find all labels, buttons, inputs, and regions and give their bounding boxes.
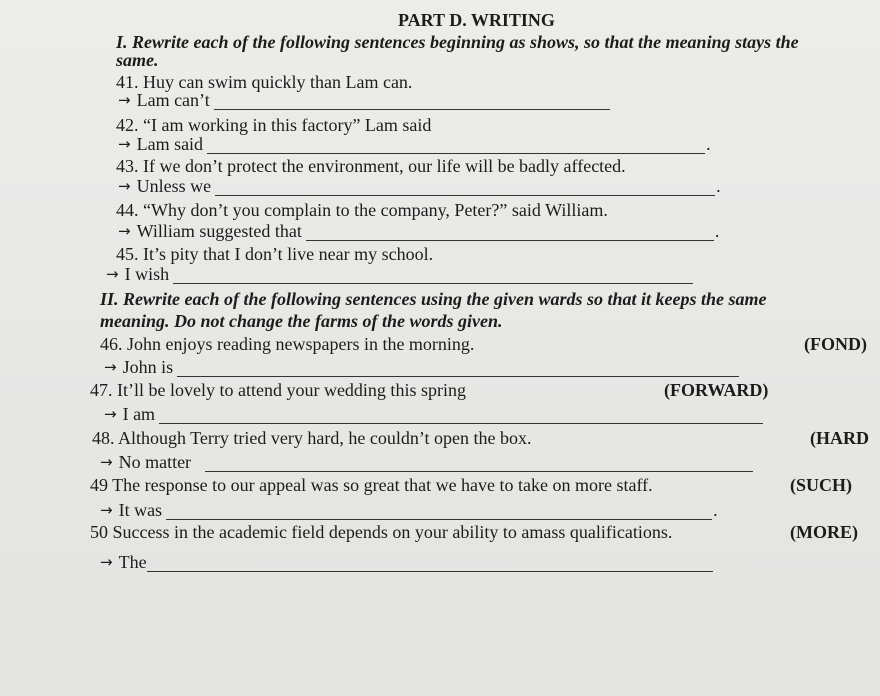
arrow-icon: → — [104, 405, 117, 423]
item-49-answer-blank[interactable] — [166, 505, 712, 520]
item-45-sentence: 45. It’s pity that I don’t live near my school. — [116, 244, 434, 264]
arrow-icon: → — [106, 265, 119, 283]
item-49-prompt: It was — [118, 500, 163, 520]
item-45-answer-row — [106, 264, 693, 284]
item-50-sentence: 50 Success in the academic field depends on your ability to amass qualifications. — [90, 522, 673, 542]
item-43-prompt: Unless we — [136, 176, 212, 196]
item-47-answer-blank[interactable] — [159, 409, 763, 424]
item-43-answer-row — [118, 176, 721, 196]
item-44-sentence: 44. “Why don’t you complain to the company, Peter?” said William. — [116, 200, 608, 220]
section2-title-line2: meaning. Do not change the farms of the words given. — [100, 311, 503, 331]
item-48-keyword: (HARD — [810, 428, 869, 448]
item-50-answer-blank[interactable] — [147, 557, 713, 572]
item-48-prompt: No matter — [118, 452, 192, 472]
item-50-answer-row — [100, 552, 713, 572]
item-46-keyword: (FOND) — [804, 334, 867, 354]
item-46-answer-row — [104, 357, 739, 377]
arrow-icon: → — [118, 177, 131, 195]
item-44-end: . — [714, 221, 720, 241]
item-46-sentence: 46. John enjoys reading newspapers in the morning. — [100, 334, 475, 354]
arrow-icon: → — [100, 501, 113, 519]
item-42-answer-blank[interactable] — [207, 139, 705, 154]
section1-title-line1: I. Rewrite each of the following sentences beginning as shows, so that the meaning stays the — [116, 32, 799, 52]
item-42-sentence: 42. “I am working in this factory” Lam said — [116, 115, 432, 135]
section2-title-line1: II. Rewrite each of the following sentences using the given wards so that it keeps the same — [100, 289, 767, 309]
arrow-icon: → — [100, 453, 113, 471]
arrow-icon: → — [100, 553, 113, 571]
item-48-answer-blank[interactable] — [205, 457, 753, 472]
item-48-answer-row — [100, 452, 753, 472]
item-45-prompt: I wish — [124, 264, 170, 284]
item-49-sentence: 49 The response to our appeal was so great that we have to take on more staff. — [90, 475, 653, 495]
item-41-sentence: 41. Huy can swim quickly than Lam can. — [116, 72, 413, 92]
item-44-answer-blank[interactable] — [306, 226, 714, 241]
item-41-prompt: Lam can’t — [136, 90, 210, 110]
item-47-keyword: (FORWARD) — [664, 380, 769, 400]
arrow-icon: → — [118, 91, 131, 109]
item-47-sentence: 47. It’ll be lovely to attend your wedding this spring — [90, 380, 466, 400]
item-45-answer-blank[interactable] — [173, 269, 693, 284]
item-42-prompt: Lam said — [136, 134, 204, 154]
item-47-answer-row — [104, 404, 763, 424]
item-43-answer-blank[interactable] — [215, 181, 715, 196]
item-43-sentence: 43. If we don’t protect the environment, our life will be badly affected. — [116, 156, 626, 176]
item-49-keyword: (SUCH) — [790, 475, 852, 495]
item-42-answer-row — [118, 134, 711, 154]
arrow-icon: → — [104, 358, 117, 376]
item-49-end: . — [713, 500, 718, 520]
part-heading: PART D. WRITING — [398, 10, 555, 30]
item-44-answer-row — [118, 221, 719, 241]
arrow-icon: → — [118, 135, 131, 153]
arrow-icon: → — [118, 222, 131, 240]
item-46-prompt: John is — [122, 357, 174, 377]
item-41-answer-blank[interactable] — [214, 95, 610, 110]
item-49-answer-row — [100, 500, 718, 520]
item-42-end: . — [706, 134, 711, 154]
item-44-prompt: William suggested that — [136, 221, 302, 241]
item-50-keyword: (MORE) — [790, 522, 858, 542]
section1-title-line2: same. — [116, 50, 159, 70]
item-50-prompt: The — [118, 552, 147, 572]
item-46-answer-blank[interactable] — [177, 362, 739, 377]
item-41-answer-row — [118, 90, 610, 110]
item-48-sentence: 48. Although Terry tried very hard, he couldn’t open the box. — [92, 428, 532, 448]
item-47-prompt: I am — [122, 404, 156, 424]
item-43-end: . — [716, 176, 721, 196]
